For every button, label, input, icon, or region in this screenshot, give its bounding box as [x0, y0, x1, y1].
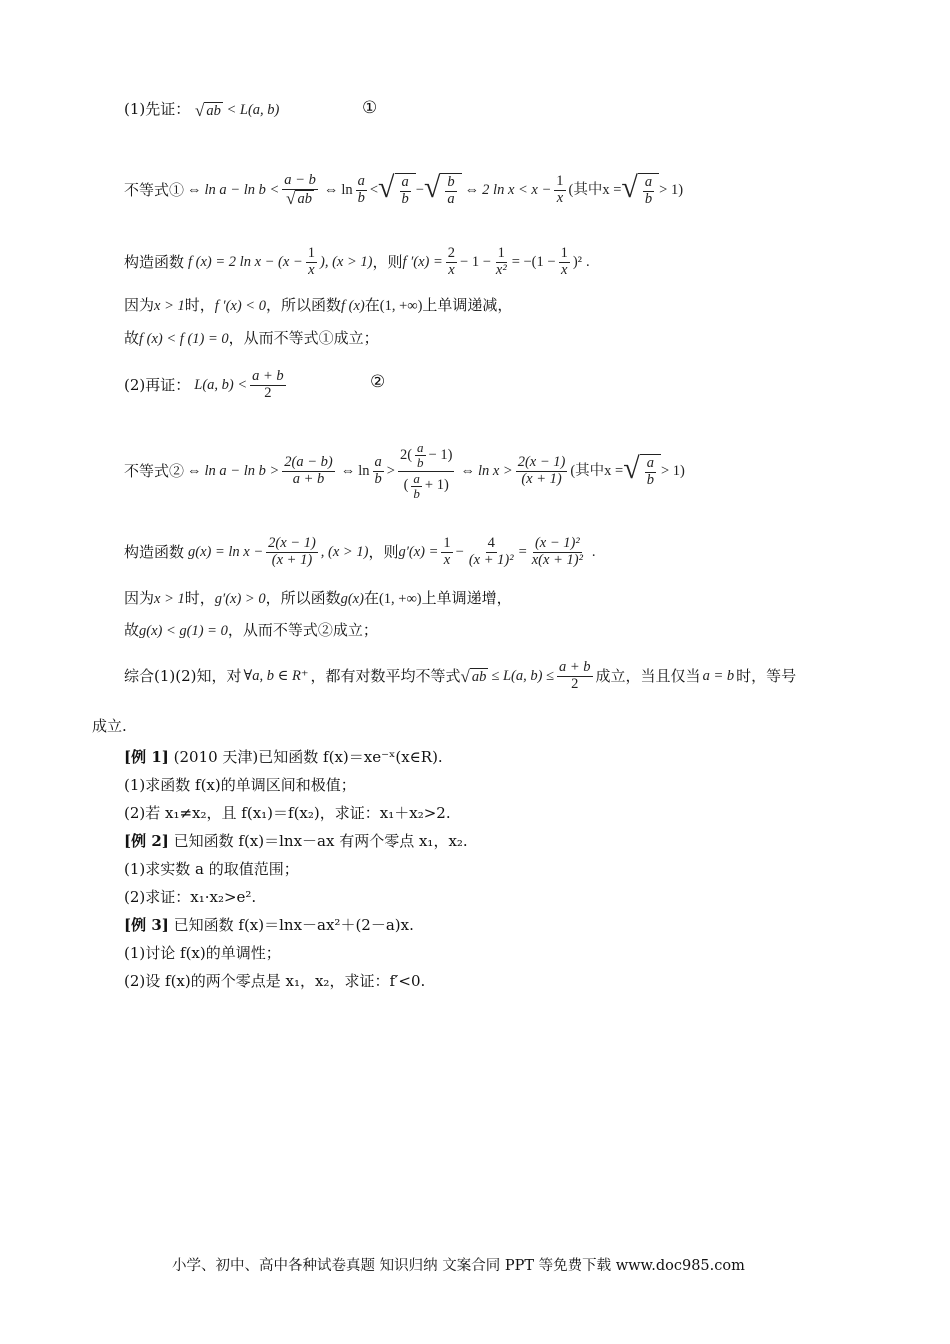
- inequality-2-chain: [124, 432, 685, 510]
- ineq1-prefix: 不等式①: [124, 180, 185, 199]
- example-2-q2: (2)求证：x₁·x₂>e².: [124, 888, 257, 906]
- construct-f-label: 构造函数: [124, 252, 185, 271]
- part1-label: (1)先证：: [124, 100, 191, 118]
- example-3-q2: (2)设 f(x)的两个零点是 x₁，x₂，求证：f′<0.: [124, 972, 426, 990]
- circle-one: ①: [362, 98, 378, 118]
- example-1-q1: (1)求函数 f(x)的单调区间和极值；: [124, 776, 356, 794]
- ineq1-math: ⇔ ln a − ln b < a − b √ ab ⇔ ln $\frac{a}{b}$ < √ $\frac{a}{b}$ − √ $\frac{b}{a}$ ⇔ 2 ln x < x − $\frac{1}{x}$ (其中x = √ $\frac{a}{b}$ > 1): [187, 170, 684, 208]
- example-1-q2: (2)若 x₁≠x₂，且 f(x₁)＝f(x₂)，求证：x₁＋x₂>2.: [124, 804, 451, 822]
- hence-2-line: 故g(x) < g(1) = 0，从而不等式②成立；: [124, 621, 378, 639]
- example-2-q1: (1)求实数 a 的取值范围；: [124, 860, 299, 878]
- part2-math: L(a, b) < $\frac{a + b}{2}$: [194, 367, 284, 401]
- because-2-line: 因为x > 1时，g′(x) > 0，所以函数g(x)在(1, +∞)上单调递增，: [124, 589, 512, 607]
- part2-line: [124, 364, 289, 406]
- ineq2-prefix: 不等式②: [124, 461, 185, 480]
- example-3-line: [例 3] 已知函数 f(x)＝lnx－ax²＋(2－a)x.: [124, 916, 414, 934]
- f-derivative-math: f ′(x) = $\frac{2}{x}$ − 1 − $\frac{1}{\text{x²}}$ = −(1 − $\frac{1}{x}$ )² .: [402, 244, 590, 278]
- example-1-line: [例 1] (2010 天津)已知函数 f(x)＝xe⁻ˣ(x∈R).: [124, 748, 443, 766]
- page-footer: 小学、初中、高中各种试卷真题 知识归纳 文案合同 PPT 等免费下载 www.doc985.com: [172, 1258, 745, 1274]
- log-mean-inequality: √ ab ≤ L(a, b) ≤ $\frac{a + b}{2}$: [460, 658, 591, 692]
- inequality-1-chain: [124, 160, 683, 220]
- part1-line: [124, 102, 279, 119]
- construct-g-math: g(x) = ln x − $\frac{2(x - 1)}{(x + 1)}$ , (x > 1): [188, 534, 369, 568]
- summary-continuation: 成立.: [92, 717, 127, 735]
- part2-label: (2)再证：: [124, 375, 191, 394]
- hence-1-line: 故f (x) < f (1) = 0，从而不等式①成立；: [124, 329, 379, 347]
- summary-line: 综合(1)(2)知，对 ∀a, b ∈ R⁺ ，都有对数平均不等式 √ ab ≤ L(a, b) ≤ $\frac{a + b}{2}$ 成立，当且仅当 a = b 时，等号: [124, 658, 797, 692]
- circle-two: ②: [370, 372, 386, 392]
- example-3-q1: (1)讨论 f(x)的单调性；: [124, 944, 281, 962]
- construct-f-line: 构造函数 f (x) = 2 ln x − (x − $\frac{1}{x}$ ), (x > 1) ，则 f ′(x) = $\frac{2}{x}$ − 1 − $\frac{1}{\text{x²}}$ = −(1 − $\frac{1}{x}$ )² .: [124, 244, 590, 278]
- ineq2-math: ⇔ ln a − ln b > $\frac{2(a - b)}{a + b}$ ⇔ ln $\frac{a}{b}$ > 2( $\frac{a}{b}$ − 1) ( $\frac{a}{b}$ + 1) ⇔ ln x > $\frac{2(x - 1)}{(x + 1)}$ (其中x = √ $\frac{a}{b}$ > 1): [187, 439, 685, 501]
- example-2-line: [例 2] 已知函数 f(x)＝lnx－ax 有两个零点 x₁，x₂.: [124, 832, 468, 850]
- g-derivative-math: g′(x) = $\frac{1}{x}$ − $\frac{4}{\text{(x + 1)²}}$ = $\frac{\text{(x − 1)²}}{\text{x(x + 1)²}}$ .: [398, 534, 596, 568]
- because-1-line: 因为x > 1时，f ′(x) < 0，所以函数f (x)在(1, +∞)上单调递减，: [124, 296, 513, 314]
- construct-f-math: f (x) = 2 ln x − (x − $\frac{1}{x}$ ), (x > 1): [188, 244, 373, 278]
- part1-inequality: √ ab < L(a, b): [195, 101, 280, 121]
- construct-g-line: 构造函数 g(x) = ln x − $\frac{2(x - 1)}{(x + 1)}$ , (x > 1) ，则 g′(x) = $\frac{1}{x}$ − $\frac{4}{\text{(x + 1)²}}$ = $\frac{\text{(x − 1)²}}{\text{x(x + 1)²}}$ .: [124, 534, 596, 568]
- construct-g-label: 构造函数: [124, 542, 185, 561]
